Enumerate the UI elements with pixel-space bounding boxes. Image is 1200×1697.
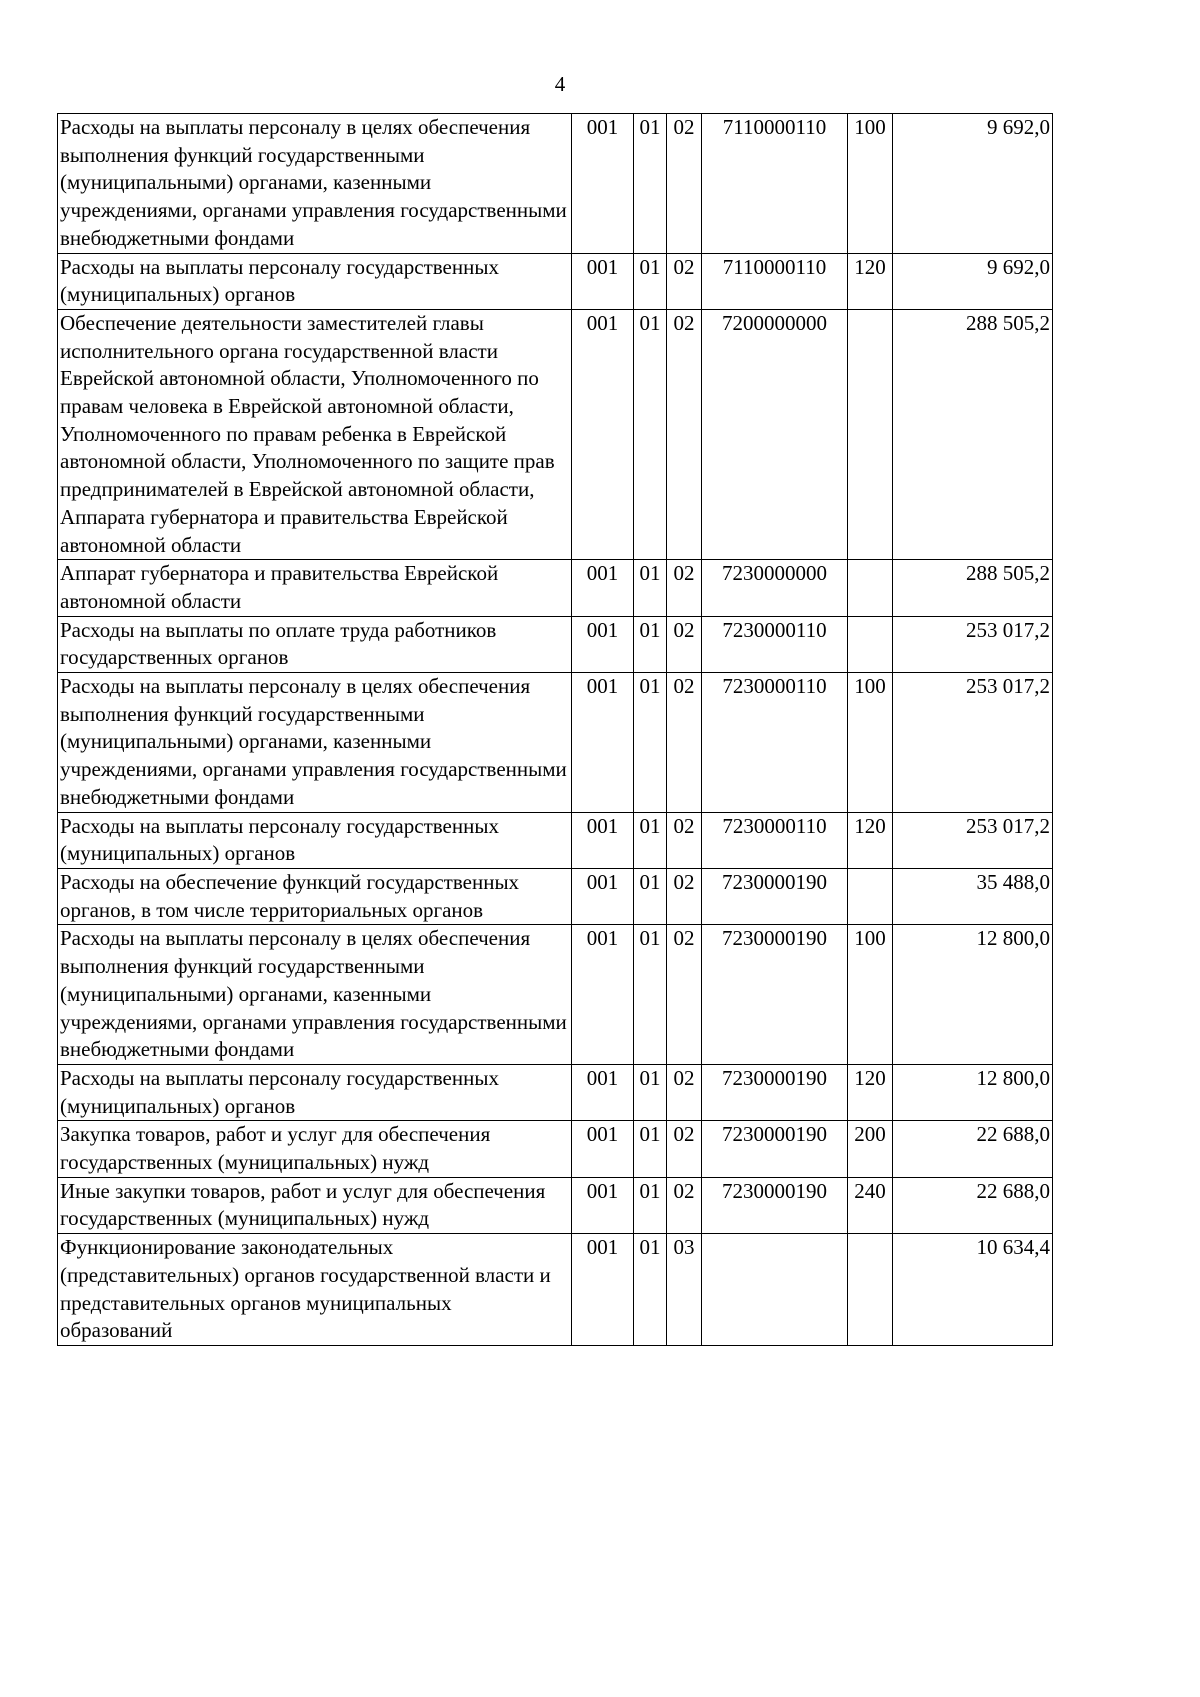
table-row <box>58 1064 1053 1120</box>
amount: 9 692,0 <box>893 253 1053 309</box>
subsection-code: 02 <box>667 1064 702 1120</box>
table-row <box>58 812 1053 868</box>
grbs-code: 001 <box>572 253 634 309</box>
grbs-code: 001 <box>572 812 634 868</box>
table-row <box>58 616 1053 672</box>
target-article-code: 7230000190 <box>702 1064 848 1120</box>
expense-type-code: 100 <box>848 925 893 1065</box>
section-code: 01 <box>634 1121 667 1177</box>
table-row <box>58 114 1053 254</box>
subsection-code: 02 <box>667 925 702 1065</box>
expense-name: Обеспечение деятельности заместителей главы исполнительного органа государственной власти Еврейской автономной области, Уполномоченного по правам человека в Еврейской автономной области, Уполномоченного по правам ребенка в Еврейской автономной области, Уполномоченного по защите прав предпринимателей в Еврейской автономной области, Аппарата губернатора и правительства Еврейской автономной области <box>58 309 572 559</box>
page-number: 4 <box>554 72 566 96</box>
subsection-code: 02 <box>667 616 702 672</box>
expense-type-code <box>848 868 893 924</box>
target-article-code: 7200000000 <box>702 309 848 559</box>
target-article-code <box>702 1234 848 1346</box>
subsection-code: 02 <box>667 253 702 309</box>
target-article-code: 7230000000 <box>702 560 848 616</box>
section-code: 01 <box>634 812 667 868</box>
subsection-code: 02 <box>667 1177 702 1233</box>
subsection-code: 02 <box>667 868 702 924</box>
amount: 253 017,2 <box>893 812 1053 868</box>
subsection-code: 02 <box>667 673 702 813</box>
expense-name: Расходы на выплаты персоналу государственных (муниципальных) органов <box>58 1064 572 1120</box>
section-code: 01 <box>634 1064 667 1120</box>
expense-type-code: 120 <box>848 1064 893 1120</box>
amount: 10 634,4 <box>893 1234 1053 1346</box>
expense-type-code: 200 <box>848 1121 893 1177</box>
expense-type-code <box>848 309 893 559</box>
amount: 12 800,0 <box>893 1064 1053 1120</box>
grbs-code: 001 <box>572 114 634 254</box>
section-code: 01 <box>634 925 667 1065</box>
expense-name: Функционирование законодательных (представительных) органов государственной власти и представительных органов муниципальных образований <box>58 1234 572 1346</box>
grbs-code: 001 <box>572 309 634 559</box>
section-code: 01 <box>634 560 667 616</box>
section-code: 01 <box>634 253 667 309</box>
expense-name: Расходы на выплаты персоналу в целях обеспечения выполнения функций государственными (муниципальными) органами, казенными учреждениями, органами управления государственными внебюджетными фондами <box>58 673 572 813</box>
expense-name: Иные закупки товаров, работ и услуг для обеспечения государственных (муниципальных) нужд <box>58 1177 572 1233</box>
grbs-code: 001 <box>572 616 634 672</box>
section-code: 01 <box>634 1234 667 1346</box>
subsection-code: 02 <box>667 560 702 616</box>
table-row <box>58 253 1053 309</box>
target-article-code: 7230000110 <box>702 673 848 813</box>
subsection-code: 03 <box>667 1234 702 1346</box>
expense-name: Расходы на выплаты персоналу в целях обеспечения выполнения функций государственными (муниципальными) органами, казенными учреждениями, органами управления государственными внебюджетными фондами <box>58 114 572 254</box>
target-article-code: 7230000110 <box>702 616 848 672</box>
grbs-code: 001 <box>572 925 634 1065</box>
expense-name: Расходы на выплаты по оплате труда работников государственных органов <box>58 616 572 672</box>
expense-name: Расходы на выплаты персоналу в целях обеспечения выполнения функций государственными (муниципальными) органами, казенными учреждениями, органами управления государственными внебюджетными фондами <box>58 925 572 1065</box>
amount: 35 488,0 <box>893 868 1053 924</box>
expense-type-code <box>848 560 893 616</box>
grbs-code: 001 <box>572 1064 634 1120</box>
target-article-code: 7230000190 <box>702 925 848 1065</box>
expense-name: Аппарат губернатора и правительства Еврейской автономной области <box>58 560 572 616</box>
target-article-code: 7230000110 <box>702 812 848 868</box>
table-row <box>58 673 1053 813</box>
table-row <box>58 309 1053 559</box>
expense-type-code <box>848 1234 893 1346</box>
subsection-code: 02 <box>667 1121 702 1177</box>
expense-type-code: 120 <box>848 812 893 868</box>
table-row <box>58 868 1053 924</box>
expense-name: Расходы на обеспечение функций государственных органов, в том числе территориальных органов <box>58 868 572 924</box>
section-code: 01 <box>634 673 667 813</box>
amount: 9 692,0 <box>893 114 1053 254</box>
table-row <box>58 1121 1053 1177</box>
grbs-code: 001 <box>572 560 634 616</box>
amount: 253 017,2 <box>893 616 1053 672</box>
table-row <box>58 1234 1053 1346</box>
expense-name: Расходы на выплаты персоналу государственных (муниципальных) органов <box>58 812 572 868</box>
section-code: 01 <box>634 616 667 672</box>
amount: 12 800,0 <box>893 925 1053 1065</box>
expense-type-code: 240 <box>848 1177 893 1233</box>
expense-type-code: 120 <box>848 253 893 309</box>
target-article-code: 7110000110 <box>702 114 848 254</box>
expense-type-code <box>848 616 893 672</box>
expense-name: Закупка товаров, работ и услуг для обеспечения государственных (муниципальных) нужд <box>58 1121 572 1177</box>
section-code: 01 <box>634 309 667 559</box>
amount: 253 017,2 <box>893 673 1053 813</box>
target-article-code: 7230000190 <box>702 1177 848 1233</box>
expense-type-code: 100 <box>848 673 893 813</box>
subsection-code: 02 <box>667 812 702 868</box>
amount: 22 688,0 <box>893 1177 1053 1233</box>
section-code: 01 <box>634 114 667 254</box>
target-article-code: 7230000190 <box>702 868 848 924</box>
grbs-code: 001 <box>572 1121 634 1177</box>
table-row <box>58 925 1053 1065</box>
budget-table <box>57 113 1053 1346</box>
subsection-code: 02 <box>667 309 702 559</box>
section-code: 01 <box>634 1177 667 1233</box>
table-row <box>58 1177 1053 1233</box>
amount: 288 505,2 <box>893 560 1053 616</box>
amount: 22 688,0 <box>893 1121 1053 1177</box>
subsection-code: 02 <box>667 114 702 254</box>
grbs-code: 001 <box>572 868 634 924</box>
grbs-code: 001 <box>572 1234 634 1346</box>
grbs-code: 001 <box>572 673 634 813</box>
section-code: 01 <box>634 868 667 924</box>
table-row <box>58 560 1053 616</box>
target-article-code: 7110000110 <box>702 253 848 309</box>
expense-type-code: 100 <box>848 114 893 254</box>
amount: 288 505,2 <box>893 309 1053 559</box>
target-article-code: 7230000190 <box>702 1121 848 1177</box>
expense-name: Расходы на выплаты персоналу государственных (муниципальных) органов <box>58 253 572 309</box>
grbs-code: 001 <box>572 1177 634 1233</box>
